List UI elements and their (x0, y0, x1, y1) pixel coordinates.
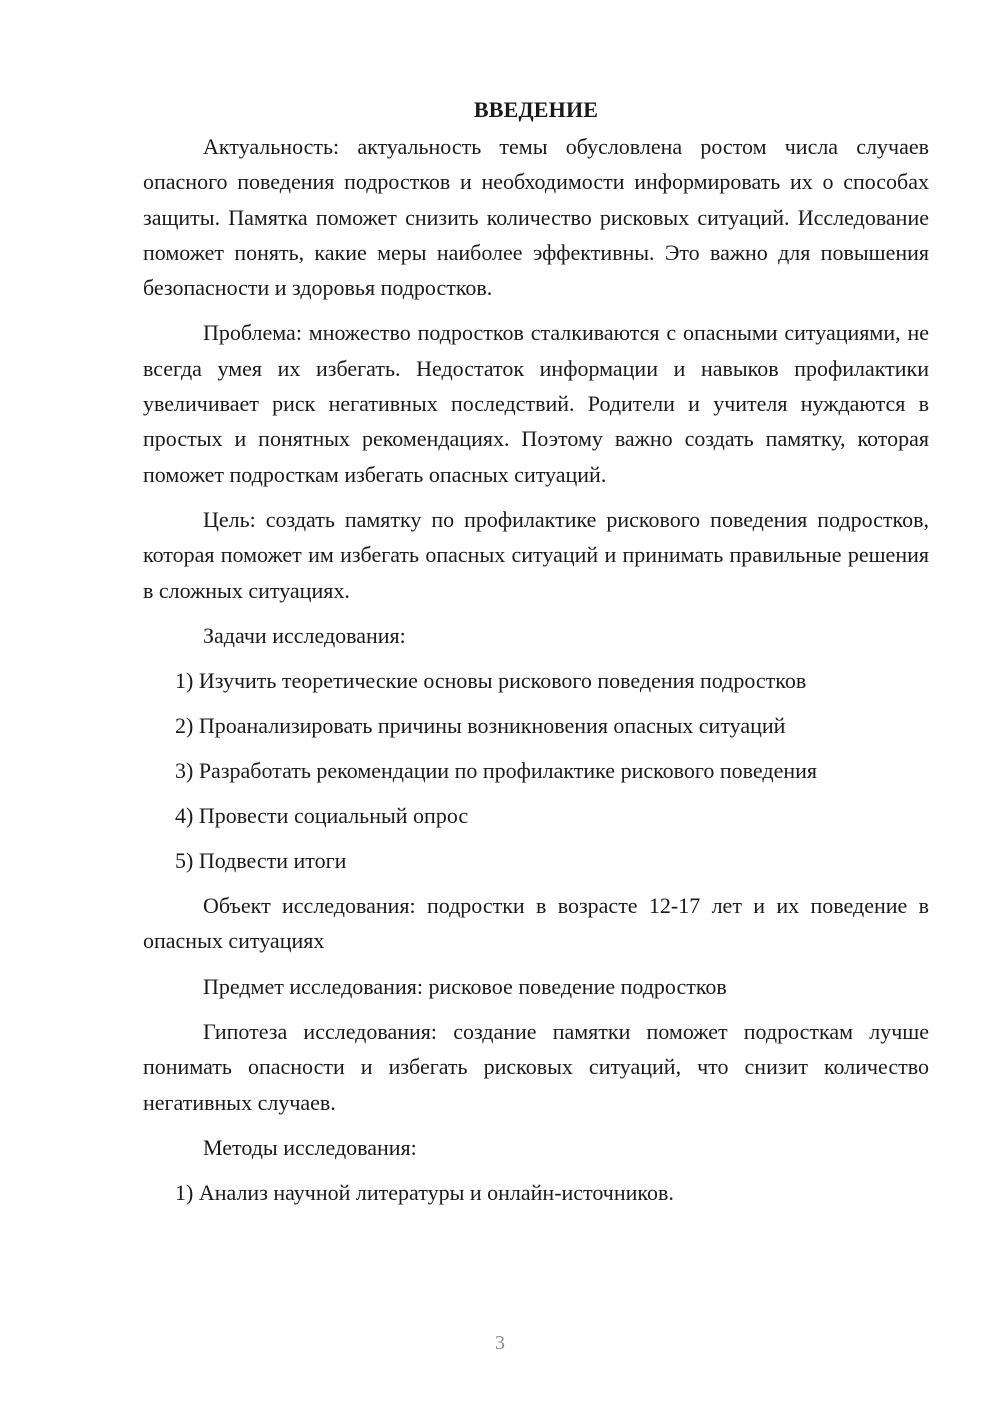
task-item: 5) Подвести итоги (175, 848, 347, 874)
relevance-paragraph: Актуальность: актуальность темы обусловлена ростом числа случаев опасного поведения подростков и необходимости информировать их о способах защиты. Памятка поможет снизить количество рисковых ситуаций. Исследование поможет понять, какие меры наиболее эффективны. Это важно для повышения безопасности и здоровья подростков. (143, 134, 929, 301)
task-item: 1) Изучить теоретические основы рискового поведения подростков (175, 668, 807, 694)
task-item: 3) Разработать рекомендации по профилактике рискового поведения (175, 758, 818, 784)
tasks-heading: Задачи исследования: (203, 622, 406, 648)
object-paragraph: Объект исследования: подростки в возрасте 12-17 лет и их поведение в опасных ситуациях (143, 893, 929, 954)
problem-paragraph: Проблема: множество подростков сталкиваются с опасными ситуациями, не всегда умея их избегать. Недостаток информации и навыков профилактики увеличивает риск негативных последствий. Родители и учителя нуждаются в простых и понятных рекомендациях. Поэтому важно создать памятку, которая поможет подросткам избегать опасных ситуаций. (143, 320, 929, 487)
hypothesis-paragraph: Гипотеза исследования: создание памятки поможет подросткам лучше понимать опасности и избегать рисковых ситуаций, что снизит количество негативных случаев. (143, 1019, 929, 1115)
task-item: 2) Проанализировать причины возникновения опасных ситуаций (175, 713, 786, 739)
document-body (143, 92, 929, 1220)
goal-paragraph: Цель: создать памятку по профилактике рискового поведения подростков, которая поможет им избегать опасных ситуаций и принимать правильные решения в сложных ситуациях. (143, 506, 929, 603)
page-number: 3 (495, 1332, 505, 1354)
section-title: ВВЕДЕНИЕ (473, 97, 599, 122)
method-item: 1) Анализ научной литературы и онлайн-источников. (175, 1180, 674, 1206)
methods-heading: Методы исследования: (203, 1134, 417, 1160)
subject-paragraph: Предмет исследования: рисковое поведение подростков (203, 973, 727, 999)
task-item: 4) Провести социальный опрос (175, 803, 469, 829)
